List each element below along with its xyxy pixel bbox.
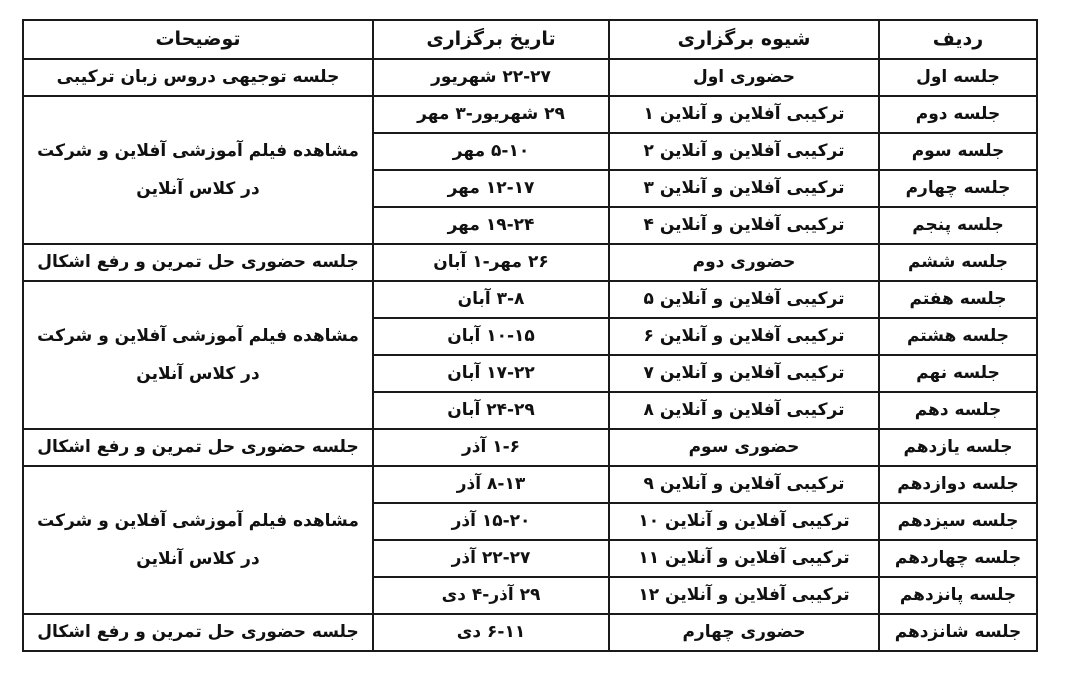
session-name: جلسه سیزدهم [879,503,1037,540]
session-date: ۶-۱۱ دی [373,614,609,651]
session-mode: ترکیبی آفلاین و آنلاین ۵ [609,281,879,318]
table-row [23,96,1037,133]
session-note: جلسه حضوری حل تمرین و رفع اشکال [23,244,373,281]
session-name: جلسه هفتم [879,281,1037,318]
header-row-label: ردیف [879,20,1037,59]
session-note-merged: مشاهده فیلم آموزشی آفلاین و شرکت در کلاس آنلاین [23,281,373,429]
session-date: ۲۴-۲۹ آبان [373,392,609,429]
session-date: ۱۷-۲۲ آبان [373,355,609,392]
session-name: جلسه ششم [879,244,1037,281]
table-row [23,614,1037,651]
session-mode: حضوری دوم [609,244,879,281]
session-name: جلسه یازدهم [879,429,1037,466]
schedule-table [22,19,1038,652]
session-date: ۱-۶ آذر [373,429,609,466]
header-mode: شیوه برگزاری [609,20,879,59]
session-date: ۲۹ آذر-۴ دی [373,577,609,614]
session-name: جلسه پانزدهم [879,577,1037,614]
session-name: جلسه دوم [879,96,1037,133]
session-mode: ترکیبی آفلاین و آنلاین ۳ [609,170,879,207]
session-name: جلسه پنجم [879,207,1037,244]
session-note: جلسه توجیهی دروس زبان ترکیبی [23,59,373,96]
session-mode: ترکیبی آفلاین و آنلاین ۴ [609,207,879,244]
header-row [23,20,1037,59]
session-name: جلسه نهم [879,355,1037,392]
session-mode: ترکیبی آفلاین و آنلاین ۸ [609,392,879,429]
header-date: تاریخ برگزاری [373,20,609,59]
session-date: ۱۲-۱۷ مهر [373,170,609,207]
session-date: ۱۰-۱۵ آبان [373,318,609,355]
session-mode: ترکیبی آفلاین و آنلاین ۲ [609,133,879,170]
table-row [23,281,1037,318]
session-date: ۸-۱۳ آذر [373,466,609,503]
session-name: جلسه اول [879,59,1037,96]
table-row [23,466,1037,503]
session-name: جلسه دوازدهم [879,466,1037,503]
session-mode: ترکیبی آفلاین و آنلاین ۷ [609,355,879,392]
session-name: جلسه چهاردهم [879,540,1037,577]
session-note: جلسه حضوری حل تمرین و رفع اشکال [23,614,373,651]
session-note-merged: مشاهده فیلم آموزشی آفلاین و شرکت در کلاس آنلاین [23,96,373,244]
table-row [23,244,1037,281]
session-date: ۲۲-۲۷ آذر [373,540,609,577]
table-row [23,59,1037,96]
session-mode: ترکیبی آفلاین و آنلاین ۹ [609,466,879,503]
session-date: ۵-۱۰ مهر [373,133,609,170]
session-date: ۲۶ مهر-۱ آبان [373,244,609,281]
header-notes: توضیحات [23,20,373,59]
session-mode: ترکیبی آفلاین و آنلاین ۶ [609,318,879,355]
session-date: ۲۲-۲۷ شهریور [373,59,609,96]
table-row [23,429,1037,466]
session-name: جلسه شانزدهم [879,614,1037,651]
session-note: جلسه حضوری حل تمرین و رفع اشکال [23,429,373,466]
session-date: ۲۹ شهریور-۳ مهر [373,96,609,133]
session-mode: حضوری اول [609,59,879,96]
session-note-merged: مشاهده فیلم آموزشی آفلاین و شرکت در کلاس آنلاین [23,466,373,614]
session-mode: ترکیبی آفلاین و آنلاین ۱۲ [609,577,879,614]
session-date: ۱۹-۲۴ مهر [373,207,609,244]
session-date: ۱۵-۲۰ آذر [373,503,609,540]
session-name: جلسه دهم [879,392,1037,429]
session-mode: ترکیبی آفلاین و آنلاین ۱۰ [609,503,879,540]
session-name: جلسه هشتم [879,318,1037,355]
session-name: جلسه سوم [879,133,1037,170]
session-date: ۳-۸ آبان [373,281,609,318]
session-mode: ترکیبی آفلاین و آنلاین ۱ [609,96,879,133]
session-name: جلسه چهارم [879,170,1037,207]
session-mode: ترکیبی آفلاین و آنلاین ۱۱ [609,540,879,577]
session-mode: حضوری سوم [609,429,879,466]
session-mode: حضوری چهارم [609,614,879,651]
